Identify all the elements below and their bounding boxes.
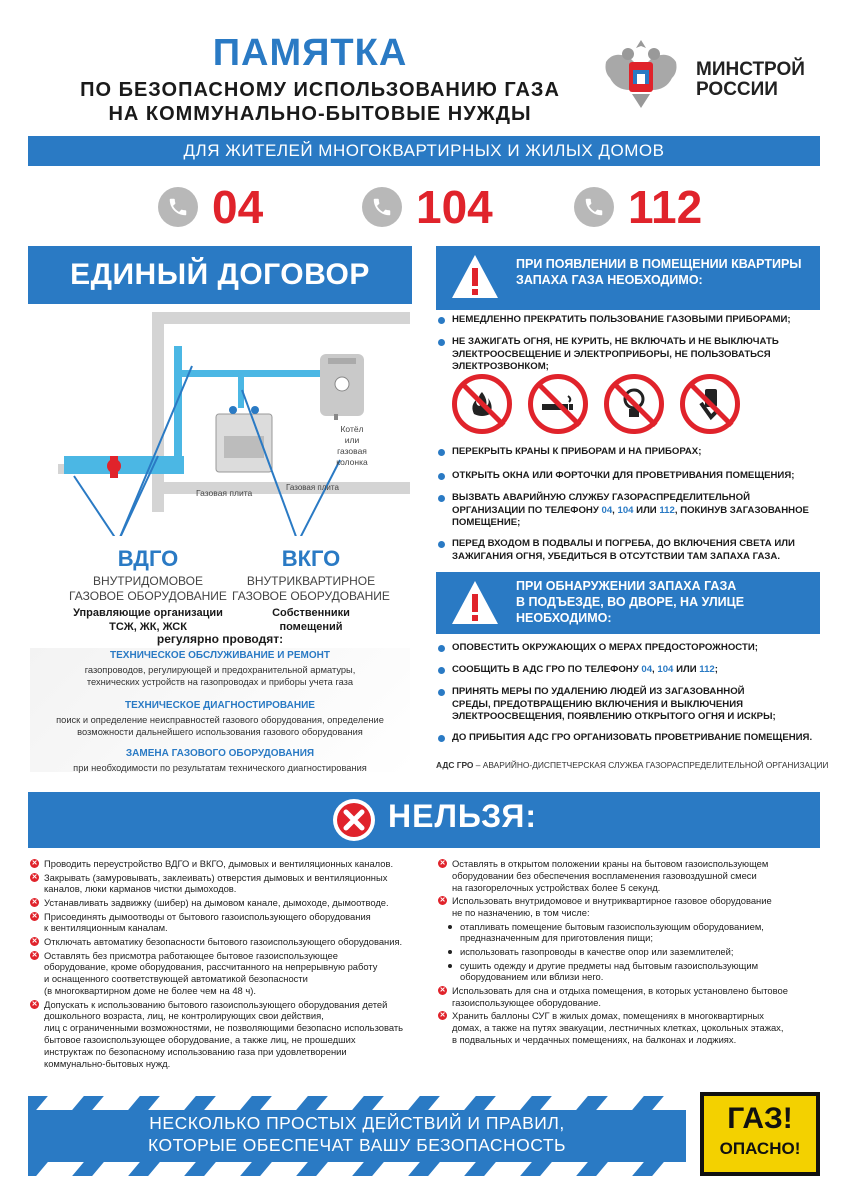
action-no-fire: НЕ ЗАЖИГАТЬ ОГНЯ, НЕ КУРИТЬ, НЕ ВКЛЮЧАТЬ И НЕ ВЫКЛЮЧАТЬ ЭЛЕКТРООСВЕЩЕНИЕ И ЭЛЕКТРОПРИБОРЫ, НЕ ПОЛЬЗОВАТЬСЯ ЭЛЕКТРОЗВОНКОМ; [436, 336, 826, 374]
action-report-ads: СООБЩИТЬ В АДС ГРО ПО ТЕЛЕФОНУ 04, 104 ИЛИ 112; [436, 664, 826, 677]
phone-icon [362, 187, 402, 227]
forbidden-mark-icon: ✕ [31, 951, 38, 959]
no-doorbell-icon [680, 374, 740, 434]
forbidden-item: ✕ Присоединять дымоотводы от бытового газоиспользующего оборудования к вентиляционным каналам. [31, 910, 371, 934]
outdoor-gas-heading: ПРИ ОБНАРУЖЕНИИ ЗАПАХА ГАЗА В ПОДЪЕЗДЕ, ВО ДВОРЕ, НА УЛИЦЕ НЕОБХОДИМО: [436, 572, 820, 634]
coat-of-arms-icon [600, 34, 682, 116]
vdgo-block: ВДГО ВНУТРИДОМОВОЕ ГАЗОВОЕ ОБОРУДОВАНИЕ Управляющие организации ТСЖ, ЖК, ЖСК [69, 546, 227, 633]
audience-banner: ДЛЯ ЖИТЕЛЕЙ МНОГОКВАРТИРНЫХ И ЖИЛЫХ ДОМОВ [28, 136, 820, 166]
forbidden-mark-icon: ✕ [31, 860, 38, 867]
no-fire-icon [452, 374, 512, 434]
forbidden-item: ✕ Оставлять в открытом положении краны на бытовом газоиспользующем оборудовании без обеспечения воспламенения газовоздушной смеси на газогорелочных устройствах более 5 секунд. [439, 858, 769, 893]
service-replacement: ЗАМЕНА ГАЗОВОГО ОБОРУДОВАНИЯ при необходимости по результатам технического диагностирования [73, 748, 367, 773]
footer-slogan: НЕСКОЛЬКО ПРОСТЫХ ДЕЙСТВИЙ И ПРАВИЛ, КОТОРЫЕ ОБЕСПЕЧАТ ВАШУ БЕЗОПАСНОСТЬ [147, 1113, 567, 1155]
apartment-gas-heading: ПРИ ПОЯВЛЕНИИ В ПОМЕЩЕНИИ КВАРТИРЫ ЗАПАХА ГАЗА НЕОБХОДИМО: [436, 246, 820, 310]
no-smoking-icon [528, 374, 588, 434]
single-contract-heading: ЕДИНЫЙ ДОГОВОР [28, 246, 412, 304]
stove-label: Газовая плита [286, 483, 339, 492]
phone-104: 104 [362, 184, 493, 230]
forbidden-mark-icon: ✕ [31, 899, 38, 906]
forbidden-item: ✕ Хранить баллоны СУГ в жилых домах, помещениях в многоквартирных домах, а также на путях эвакуации, лестничных клетках, цокольных этажах, в подвальных и чердачных помещениях, на балконах и лоджиях. [439, 1010, 784, 1045]
forbidden-x-icon [332, 798, 376, 842]
stove-caption: Газовая плита [196, 488, 253, 498]
forbidden-subitem: сушить одежду и другие предметы над бытовым газоиспользующим оборудованием или вблизи него. [438, 960, 826, 984]
forbidden-mark-icon: ✕ [439, 1012, 446, 1020]
forbidden-mark-icon: ✕ [31, 1000, 38, 1008]
forbidden-subitem: отапливать помещение бытовым газоиспользующим оборудованием, предназначенным для приготовления пищи; [438, 921, 826, 945]
ads-definition: АДС ГРО – АВАРИЙНО-ДИСПЕТЧЕРСКАЯ СЛУЖБА ГАЗОРАСПРЕДЕЛИТЕЛЬНОЙ ОРГАНИЗАЦИИ [436, 760, 829, 770]
forbidden-item: ✕ Проводить переустройство ВДГО и ВКГО, дымовых и вентиляционных каналов. [31, 858, 394, 869]
forbidden-title: НЕЛЬЗЯ: [388, 798, 538, 834]
action-warn-others: ОПОВЕСТИТЬ ОКРУЖАЮЩИХ О МЕРАХ ПРЕДОСТОРОЖНОСТИ; [436, 642, 826, 655]
service-diagnostics: ТЕХНИЧЕСКОЕ ДИАГНОСТИРОВАНИЕ поиск и определение неисправностей газового оборудования, определение возможности дальнейшего использования газового оборудования [56, 700, 384, 737]
forbidden-mark-icon: ✕ [31, 873, 38, 881]
boiler-label: Котёл или газовая колонка [336, 424, 368, 467]
forbidden-mark-icon: ✕ [31, 938, 38, 945]
page-subtitle: ПО БЕЗОПАСНОМУ ИСПОЛЬЗОВАНИЮ ГАЗА НА КОММУНАЛЬНО-БЫТОВЫЕ НУЖДЫ [80, 79, 560, 125]
phone-04: 04 [158, 184, 263, 230]
phone-112: 112 [574, 184, 702, 230]
phone-icon [158, 187, 198, 227]
forbidden-item: ✕ Использовать для сна и отдыха помещения, в которых установлено бытовое газоиспользующее оборудование. [439, 985, 788, 1008]
forbidden-mark-icon: ✕ [439, 897, 446, 905]
forbidden-item: ✕ Оставлять без присмотра работающее бытовое газоиспользующее оборудование, кроме оборудования, рассчитанного на непрерывную работу и оснащенного соответствующей автоматикой безопасности (в многоквартирном доме не более чем на 48 ч). [31, 949, 378, 996]
forbidden-item: ✕ Закрывать (замуровывать, заклеивать) отверстия дымовых и вентиляционных каналов, люки карманов чистки дымоходов. [31, 871, 388, 895]
forbidden-item: ✕ Отключать автоматику безопасности бытового газоиспользующего оборудования. [31, 936, 403, 947]
action-close-valves: ПЕРЕКРЫТЬ КРАНЫ К ПРИБОРАМ И НА ПРИБОРАХ; [436, 446, 826, 459]
action-stop-appliances: НЕМЕДЛЕННО ПРЕКРАТИТЬ ПОЛЬЗОВАНИЕ ГАЗОВЫМИ ПРИБОРАМИ; [436, 314, 826, 327]
no-light-switch-icon [604, 374, 664, 434]
forbidden-mark-icon: ✕ [439, 860, 446, 867]
forbidden-item: ✕ Устанавливать задвижку (шибер) на дымовом канале, дымоходе, дымоотводе. [31, 897, 389, 908]
action-open-windows: ОТКРЫТЬ ОКНА ИЛИ ФОРТОЧКИ ДЛЯ ПРОВЕТРИВАНИЯ ПОМЕЩЕНИЯ; [436, 470, 826, 483]
gas-equipment-diagram [28, 306, 412, 536]
ministry-name: МИНСТРОЙ РОССИИ [696, 59, 805, 100]
page-title: ПАМЯТКА [212, 32, 408, 74]
warning-icon [450, 252, 500, 302]
action-call-emergency: ВЫЗВАТЬ АВАРИЙНУЮ СЛУЖБУ ГАЗОРАСПРЕДЕЛИТЕЛЬНОЙ ОРГАНИЗАЦИИ ПО ТЕЛЕФОНУ 04, 104 ИЛИ 112, ПОКИНУВ ЗАГАЗОВАННОЕ ПОМЕЩЕНИЕ; [436, 492, 826, 530]
forbidden-mark-icon: ✕ [31, 912, 38, 920]
warning-icon [450, 578, 500, 628]
forbidden-mark-icon: ✕ [439, 987, 446, 994]
vkgo-block: ВКГО ВНУТРИКВАРТИРНОЕ ГАЗОВОЕ ОБОРУДОВАНИЕ Собственники помещений [232, 546, 390, 633]
phone-icon [574, 187, 614, 227]
forbidden-item: ✕ Использовать внутридомовое и внутриквартирное газовое оборудование не по назначению, в том числе: [439, 895, 772, 918]
gas-danger-sign: ГАЗ! ОПАСНО! [700, 1092, 820, 1176]
action-ventilate: ДО ПРИБЫТИЯ АДС ГРО ОРГАНИЗОВАТЬ ПРОВЕТРИВАНИЕ ПОМЕЩЕНИЯ. [436, 732, 826, 745]
service-maintenance: ТЕХНИЧЕСКОЕ ОБСЛУЖИВАНИЕ И РЕМОНТ газопроводов, регулирующей и предохранительной арматуры, технических устройств на газопроводах и приборы учета газа [84, 650, 356, 687]
regularly-label: регулярно проводят: [156, 632, 284, 646]
action-evacuate: ПРИНЯТЬ МЕРЫ ПО УДАЛЕНИЮ ЛЮДЕЙ ИЗ ЗАГАЗОВАННОЙ СРЕДЫ, ПРЕДОТВРАЩЕНИЮ ВКЛЮЧЕНИЯ И ВЫКЛЮЧЕНИЯ ЭЛЕКТРООСВЕЩЕНИЯ, ПОЯВЛЕНИЮ ОТКРЫТОГО ОГНЯ И ИСКРЫ; [436, 686, 826, 724]
forbidden-subitem: использовать газопроводы в качестве опор или заземлителей; [438, 946, 826, 958]
forbidden-item: ✕ Допускать к использованию бытового газоиспользующего оборудования детей дошкольного возраста, лиц, не контролирующих свои действия, лиц с ограниченными возможностями, не позволяющими безопасно использовать бытовое газоиспользующее оборудование, а также лиц, не прошедших инструктаж по безопасному использованию газа при удовлетворении коммунально-бытовых нужд. [31, 998, 404, 1069]
action-check-basement: ПЕРЕД ВХОДОМ В ПОДВАЛЫ И ПОГРЕБА, ДО ВКЛЮЧЕНИЯ СВЕТА ИЛИ ЗАЖИГАНИЯ ОГНЯ, УБЕДИТЬСЯ В ОТСУТСТВИИ ТАМ ЗАПАХА ГАЗА. [436, 538, 826, 563]
